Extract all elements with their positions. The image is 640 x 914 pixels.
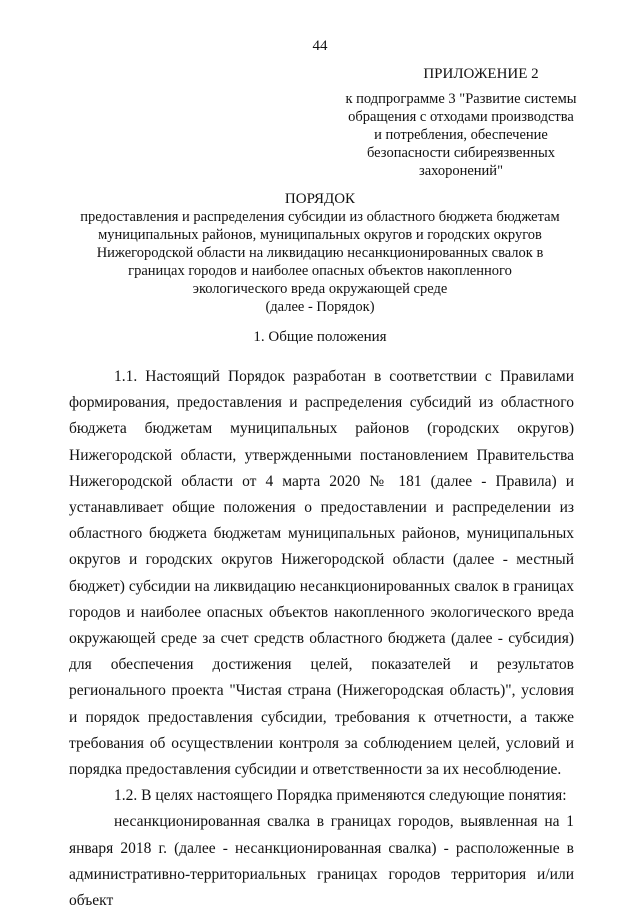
subtitle-line: экологического вреда окружающей среде <box>192 281 448 297</box>
subtitle-line: (далее - Порядок) <box>265 299 375 315</box>
paragraph-definition: несанкционированная свалка в границах городов, выявленная на 1 января 2018 г. (далее - несанкционированная свалка) - расположенные в административно-территориальных границах городов территория и/или объект <box>69 813 574 910</box>
paragraph-1-2: 1.2. В целях настоящего Порядка применяются следующие понятия: <box>114 787 567 805</box>
subtitle-line: предоставления и распределения субсидии из областного бюджета бюджетам <box>80 209 560 225</box>
appendix-line: обращения с отходами производства <box>348 109 574 125</box>
appendix-line: безопасности сибиреязвенных <box>367 145 555 161</box>
document-title: ПОРЯДОК <box>284 191 356 207</box>
subtitle-line: муниципальных районов, муниципальных округов и городских округов <box>98 227 542 243</box>
body-text <box>69 364 574 914</box>
page-number: 44 <box>312 38 328 54</box>
appendix-line: и потребления, обеспечение <box>374 127 548 143</box>
paragraph-1-1: 1.1. Настоящий Порядок разработан в соответствии с Правилами формирования, предоставления и распределения субсидий из областного бюджета бюджетам муниципальных районов (городских округов) Нижегородской области, утвержденными постановлением Правительства Нижегородской области от 4 марта 2020 № 181 (далее - Правила) и устанавливает общие положения о предоставлении и распределении из областного бюджета бюджетам муниципальных районов, муниципальных округов и городских округов Нижегородской области (далее - местный бюджет) субсидии на ликвидацию несанкционированных свалок в границах городов и наиболее опасных объектов накопленного экологического вреда окружающей среде за счет средств областного бюджета (далее - субсидия) для обеспечения достижения целей, показателей и результатов регионального проекта "Чистая страна (Нижегородская область)", условия и порядок предоставления субсидии, требования к отчетности, а также требования об осуществлении контроля за соблюдением целей, условий и порядка предоставления субсидии и ответственности за их несоблюдение. <box>69 368 574 779</box>
subtitle-line: границах городов и наиболее опасных объектов накопленного <box>128 263 512 279</box>
appendix-line: к подпрограмме 3 "Развитие системы <box>345 91 577 107</box>
document-subtitle <box>70 208 570 316</box>
subtitle-line: Нижегородской области на ликвидацию несанкционированных свалок в <box>96 245 544 261</box>
appendix-subtitle <box>330 90 592 180</box>
appendix-line: захоронений" <box>418 163 503 179</box>
section-heading: 1. Общие положения <box>253 329 387 345</box>
appendix-title: ПРИЛОЖЕНИЕ 2 <box>423 66 539 82</box>
